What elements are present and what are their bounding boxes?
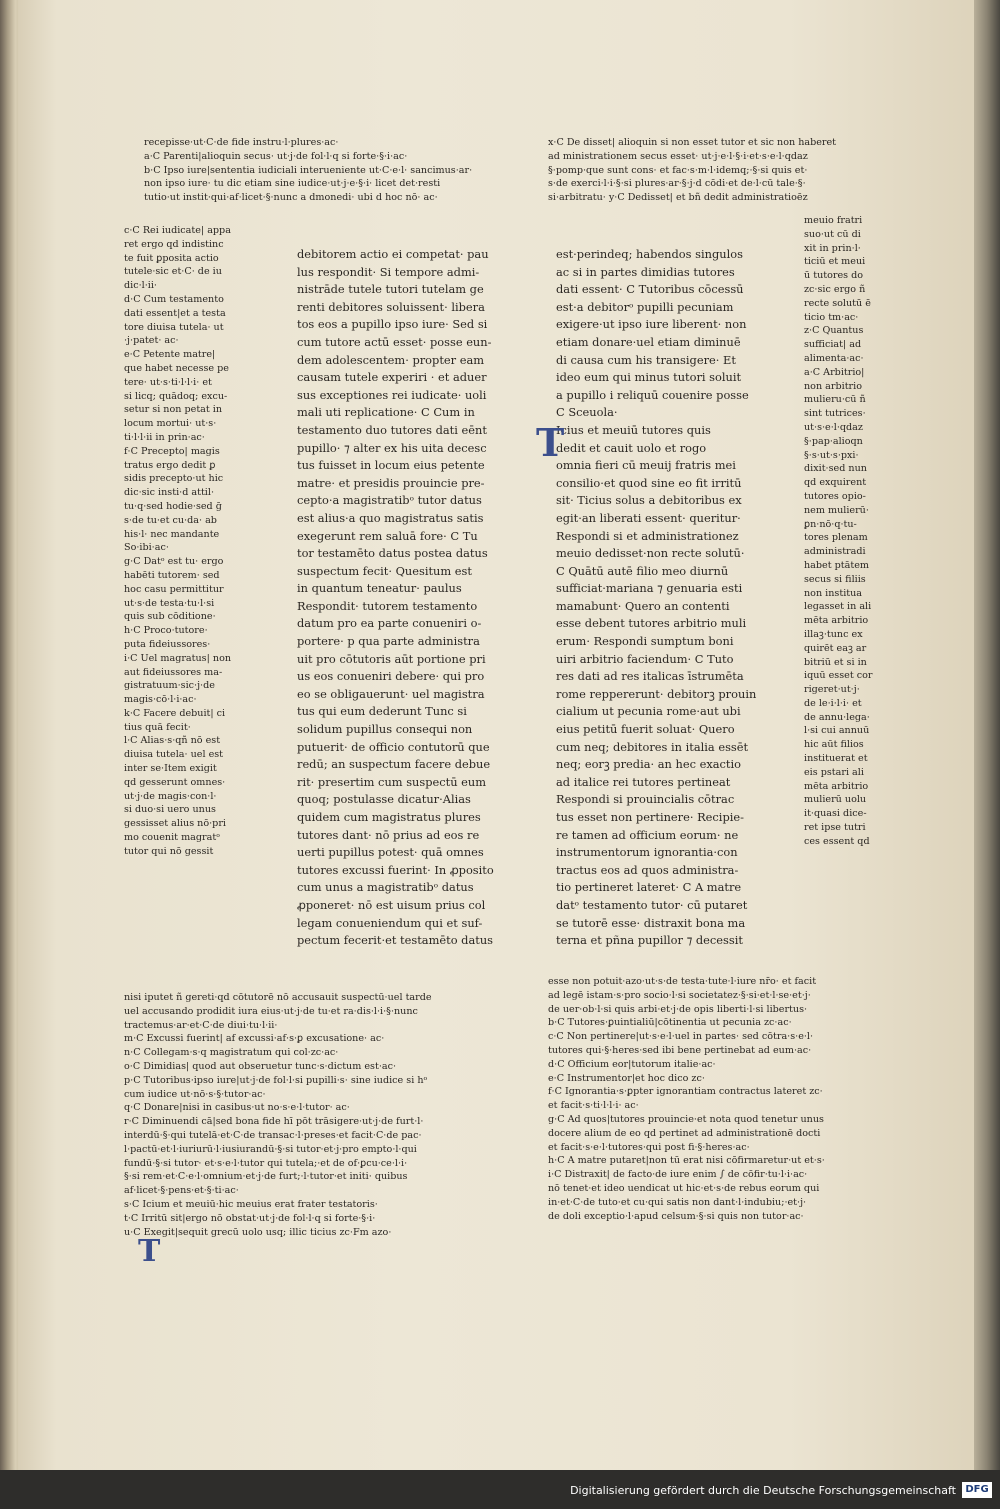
- text-line: i·C Distraxit| de facto·de iure enim ∫ de cōfir·tu·l·i·ac·: [548, 1169, 808, 1181]
- text-line: iquū esset cor: [804, 670, 873, 682]
- text-line: a·C Arbitrio|: [804, 366, 865, 378]
- text-line: Respondit· tutorem testamento: [297, 598, 478, 613]
- text-line: rome reppererunt· debitorꝫ prouin: [556, 686, 757, 701]
- text-line: quis sub cōditione·: [124, 611, 216, 623]
- text-line: §·s·ut·s·pxi·: [804, 449, 859, 461]
- text-line: eius petitū fuerit soluat· Quero: [556, 722, 735, 737]
- text-line: d·C Officium eor|tutorum italie·ac·: [548, 1058, 716, 1070]
- text-line: quirēt eaꝫ ar: [804, 642, 867, 654]
- text-line: consilio·et quod sine eo fit irritū: [556, 475, 742, 490]
- text-line: tutor qui nō gessit: [124, 845, 214, 857]
- text-line: nistrāde tutele tutori tutelam ge: [297, 282, 484, 297]
- text-line: us eos conueniri debere· qui pro: [297, 669, 485, 684]
- text-line: l·C Alias·s·qñ nō est: [124, 735, 221, 747]
- text-line: ticiū et meui: [804, 256, 866, 268]
- text-line: portere· p qua parte administra: [297, 634, 480, 649]
- text-line: non institua: [804, 587, 863, 599]
- text-line: i·C Uel magratus| non: [124, 652, 232, 664]
- text-line: sint tutrices·: [804, 408, 866, 420]
- text-line: §·pomp·que sunt cons· et fac·s·m·l·idemq;·§·si quis et·: [548, 164, 808, 176]
- text-line: mulierū uolu: [804, 794, 867, 806]
- text-line: ꝓponeret· nō est uisum prius col: [297, 897, 486, 912]
- text-line: s·C Icium et meuiū·hic meuius erat frater testatoris·: [124, 1198, 378, 1210]
- text-line: ad ministrationem secus esset· ut·j·e·l·§·i·et·s·e·l·qdaz: [548, 150, 808, 162]
- text-line: qd exquirent: [804, 477, 867, 489]
- text-line: sufficiat| ad: [804, 339, 862, 351]
- text-line: solidum pupillus consequi non: [297, 722, 473, 737]
- text-line: lus respondit· Si tempore admi-: [297, 264, 480, 279]
- dfg-logo: DFG: [962, 1482, 992, 1498]
- text-line: a pupillo i reliquū couenire posse: [556, 387, 749, 402]
- text-line: egit·an liberati essent· queritur·: [556, 510, 741, 525]
- text-line: mēta arbitrio: [804, 615, 869, 627]
- left-commentary-bottom: [124, 991, 544, 1239]
- text-line: xit in prin·l·: [804, 242, 861, 254]
- text-line: de le·i·l·i· et: [804, 697, 862, 709]
- text-line: gessisset alius nō·pri: [124, 818, 226, 830]
- text-line: non arbitrio: [804, 380, 862, 392]
- text-line: alimenta·ac·: [804, 352, 864, 364]
- text-line: ces essent qd: [804, 835, 870, 847]
- text-line: meuio dedisset·non recte solutū·: [556, 546, 745, 561]
- text-line: tractus eos ad quos administra-: [556, 862, 739, 877]
- text-line: habet ptātem: [804, 559, 869, 571]
- text-line: omnia fieri cū meuij fratris mei: [556, 458, 736, 473]
- text-line: instituerat et: [804, 753, 868, 765]
- text-line: s·de exerci·l·i·§·si plures·ar·§·j·d cōdi·et de·l·cū tale·§·: [548, 178, 806, 190]
- text-line: si·arbitratu· y·C Dedisset| et bñ dedit administratioēz: [548, 192, 808, 204]
- text-line: tos eos a pupillo ipso iure· Sed si: [297, 317, 488, 332]
- text-line: instrumentorum ignorantia·con: [556, 845, 738, 860]
- text-line: nisi iputet ñ gereti·qd cōtutorē nō accusauit suspectū·uel tarde: [124, 992, 432, 1003]
- text-line: cum tutore actū esset· posse eun-: [297, 334, 492, 349]
- text-line: de annu·lega·: [804, 711, 870, 723]
- text-line: magis·cō·l·i·ac·: [124, 694, 197, 706]
- text-line: erum· Respondi sumptum boni: [556, 634, 734, 649]
- text-line: putuerit· de officio contutorū que: [297, 739, 490, 754]
- text-line: ad italice rei tutores pertineat: [556, 774, 731, 789]
- right-commentary-top: [548, 136, 928, 205]
- text-line: ū tutores do: [804, 270, 864, 282]
- text-line: Respondi si prouincialis cōtrac: [556, 792, 735, 807]
- text-line: testamento duo tutores dati eēnt: [297, 422, 487, 437]
- text-line: renti debitores soluissent· libera: [297, 299, 485, 314]
- text-line: it·quasi dice-: [804, 808, 867, 820]
- text-line: ut·s·de testa·tu·l·si: [124, 597, 215, 609]
- text-line: his·l· nec mandante: [124, 528, 220, 540]
- text-line: ac si in partes dimidias tutores: [556, 264, 735, 279]
- text-line: mulieru·cū ñ: [804, 394, 866, 406]
- text-line: cialium ut pecunia rome·aut ubi: [556, 704, 741, 719]
- text-line: eis pstari ali: [804, 766, 864, 778]
- right-commentary-bottom: [548, 975, 948, 1223]
- text-line: dedit et cauit uolo et rogo: [556, 440, 707, 455]
- text-line: exegerunt rem saluā fore· C Tu: [297, 528, 478, 543]
- text-line: c·C Rei iudicate| appa: [124, 225, 231, 236]
- text-line: debitorem actio ei competat· pau: [297, 247, 489, 261]
- text-line: administradi: [804, 546, 866, 558]
- text-line: e·C Instrumentor|et hoc dico zc·: [548, 1072, 705, 1084]
- text-line: etiam donare·uel etiam diminuē: [556, 334, 741, 349]
- text-line: si licq; quādoq; excu-: [124, 390, 228, 402]
- text-line: g·C Datᵒ est tu· ergo: [124, 556, 224, 568]
- text-line: g·C Ad quos|tutores prouincie·et nota quod tenetur unus: [548, 1113, 824, 1125]
- text-line: C Sceuola·: [556, 405, 618, 420]
- text-line: tere· ut·s·ti·l·l·i· et: [124, 376, 212, 388]
- initial-letter-left: T: [138, 1234, 161, 1269]
- text-line: e·C Petente matre|: [124, 349, 216, 361]
- text-line: terna et pñna pupillor ⁊ decessit: [556, 933, 743, 948]
- footer-bar: [0, 1476, 1000, 1509]
- text-line: §·si rem·et·C·e·l·omnium·et·j·de furt;·l·tutor·et initi· quibus: [124, 1171, 408, 1183]
- text-line: af·licet·§·pens·et·§·ti·ac·: [124, 1185, 239, 1197]
- text-line: eo se obligauerunt· uel magistra: [297, 686, 485, 701]
- text-line: tutores excussi fuerint· In ꝓposito: [297, 862, 494, 877]
- text-line: tu·q·sed hodie·sed ḡ: [124, 500, 222, 512]
- text-line: de doli exceptio·l·apud celsum·§·si quis non tutor·ac·: [548, 1210, 804, 1222]
- text-line: et facit·s·ti·l·l·i· ac·: [548, 1100, 639, 1112]
- text-line: sidis precepto·ut hic: [124, 473, 224, 485]
- text-line: tus qui eum dederunt Tunc si: [297, 704, 467, 719]
- initial-letter-right: T: [536, 420, 565, 465]
- text-line: mo couenit magratᵒ: [124, 832, 220, 844]
- text-line: mēta arbitrio: [804, 780, 869, 792]
- text-line: res dati ad res italicas īstrumēta: [556, 669, 744, 684]
- text-line: p·C Tutoribus·ipso iure|ut·j·de fol·l·si pupilli·s· sine iudice si hᵒ: [124, 1074, 428, 1086]
- page-right-edge: [974, 0, 1000, 1470]
- text-line: ut·s·e·l·qdaz: [804, 421, 863, 433]
- text-line: u·C Exegit|sequit grecū uolo usq; illic ticius zc·Fm azo·: [124, 1226, 392, 1238]
- text-line: tores plenam: [804, 532, 868, 544]
- text-line: ideo eum qui minus tutori soluit: [556, 370, 742, 385]
- text-line: tutores dant· nō prius ad eos re: [297, 827, 480, 842]
- text-line: in quantum teneatur· paulus: [297, 581, 462, 596]
- text-line: dic·sic insti·d attil·: [124, 487, 214, 499]
- text-line: pupillo· ⁊ alter ex his uita decesc: [297, 440, 487, 455]
- text-line: n·C Collegam·s·q magistratum qui col·zc·ac·: [124, 1047, 339, 1059]
- text-line: h·C Proco·tutore·: [124, 625, 208, 637]
- text-line: s·de tu·et cu·da· ab: [124, 514, 217, 526]
- text-line: secus si filiis: [804, 573, 866, 585]
- text-line: esse non potuit·azo·ut·s·de testa·tute·l·iure nr̄o· et facit: [548, 976, 817, 987]
- text-line: aut fideiussores ma-: [124, 666, 223, 678]
- text-line: datum pro ea parte conueniri o-: [297, 616, 482, 631]
- text-line: ꝑn·nō·q·tu-: [804, 518, 857, 530]
- text-line: ad legē istam·s·pro socio·l·si societatez·§·si·et·l·se·et·j·: [548, 989, 811, 1001]
- right-main-column: [556, 246, 804, 950]
- text-line: f·C Precepto| magis: [124, 445, 220, 457]
- text-line: hic aūt filios: [804, 739, 864, 751]
- text-line: sit· Ticius solus a debitoribus ex: [556, 493, 742, 508]
- text-line: k·C Facere debuit| ci: [124, 707, 226, 719]
- text-line: te fuit ꝑposita actio: [124, 252, 219, 264]
- text-line: nō tenet·et ideo uendicat ut hic·et·s·de rebus eorum qui: [548, 1182, 820, 1194]
- text-line: fundū·§·si tutor· et·s·e·l·tutor qui tutela;·et de of·ꝑcu·ce·l·i·: [124, 1157, 408, 1169]
- text-line: datᵒ testamento tutor· cū putaret: [556, 897, 748, 912]
- text-line: se tutorē esse· distraxit bona ma: [556, 915, 746, 930]
- text-line: suspectum fecit· Quesitum est: [297, 563, 472, 578]
- text-line: interdū·§·qui tutelā·et·C·de transac·l·preses·et facit·C·de pac·: [124, 1129, 422, 1141]
- text-line: l·pactū·et·l·iuriurū·l·iusiurandū·§·si tutor·et·j·pro empto·l·qui: [124, 1143, 417, 1155]
- text-line: tor testamēto datus postea datus: [297, 546, 488, 561]
- text-line: b·C Tutores·ꝑuintialiū|cōtinentia ut pecunia zc·ac·: [548, 1017, 792, 1029]
- text-line: t·C Irritū sit|ergo nō obstat·ut·j·de fol·l·q si forte·§·i·: [124, 1212, 376, 1224]
- text-line: uerti pupillus potest· quā omnes: [297, 845, 484, 860]
- text-line: di causa cum his transigere· Et: [556, 352, 736, 367]
- text-line: tutores qui·§·heres·sed ibi bene pertinebat ad eum·ac·: [548, 1044, 812, 1056]
- text-line: d·C Cum testamento: [124, 293, 224, 305]
- text-line: dixit·sed nun: [804, 463, 867, 475]
- text-line: tutele·sic et·C· de iu: [124, 266, 222, 278]
- text-line: dati essent|et a testa: [124, 307, 226, 319]
- text-line: meuio fratri: [804, 215, 863, 226]
- text-line: esse debent tutores arbitrio muli: [556, 616, 747, 631]
- text-line: ut·j·de magis·con·l·: [124, 790, 217, 802]
- text-line: quidem cum magistratus plures: [297, 810, 481, 824]
- text-line: uiri arbitrio faciendum· C Tuto: [556, 651, 734, 666]
- text-line: cepto·a magistratibᵒ tutor datus: [297, 493, 482, 508]
- text-line: b·C Ipso iure|sententia iudiciali interueniente ut·C·e·l· sancimus·ar·: [144, 164, 473, 176]
- text-line: §·pap·alioqn: [804, 435, 863, 447]
- text-line: habēti tutorem· sed: [124, 569, 220, 581]
- text-line: redū; an suspectum facere debue: [297, 757, 491, 772]
- text-line: suo·ut cū di: [804, 228, 861, 240]
- text-line: diuisa tutela· uel est: [124, 749, 224, 761]
- text-line: tore diuisa tutela· ut: [124, 321, 224, 333]
- text-line: h·C A matre putaret|non tū erat nisi cōfirmaretur·ut et·s·: [548, 1155, 825, 1167]
- text-line: q·C Donare|nisi in casibus·ut no·s·e·l·tutor· ac·: [124, 1102, 350, 1114]
- text-line: So·ibi·ac·: [124, 542, 169, 554]
- text-line: mamabunt· Quero an contenti: [556, 598, 730, 613]
- text-line: recepisse·ut·C·de fide instru·l·plures·ac·: [144, 137, 339, 148]
- text-line: illaꝫ·tunc ex: [804, 628, 863, 640]
- text-line: c·C Non pertinere|ut·s·e·l·uel in partes· sed cōtra·s·e·l·: [548, 1031, 814, 1043]
- text-line: locum mortui· ut·s·: [124, 418, 217, 430]
- text-line: tus esset non pertinere· Recipie-: [556, 810, 744, 824]
- text-line: tius quā fecit·: [124, 721, 191, 733]
- text-line: quoq; postulasse dicatur·Alias: [297, 792, 471, 807]
- text-line: est·perindeq; habendos singulos: [556, 247, 743, 261]
- text-line: de uer·ob·l·si quis arbi·et·j·de opis liberti·l·si libertus·: [548, 1003, 808, 1015]
- text-line: Icius et meuiū tutores quis: [556, 422, 711, 437]
- text-line: uit pro cōtutoris aūt portione pri: [297, 651, 486, 666]
- text-line: si duo·si uero unus: [124, 804, 216, 816]
- text-line: qd gesserunt omnes·: [124, 776, 226, 788]
- left-commentary-top: [144, 136, 544, 205]
- manuscript-page: [18, 0, 980, 1470]
- text-line: x·C De disset| alioquin si non esset tutor et sic non haberet: [548, 137, 837, 148]
- text-line: et facit·s·e·l·tutores·qui post fi·§·heres·ac·: [548, 1141, 750, 1153]
- text-line: puta fideiussores·: [124, 638, 211, 650]
- right-margin-gloss: [804, 214, 934, 974]
- text-line: m·C Excussi fuerint| af excussi·af·s·ꝑ excusatione· ac·: [124, 1033, 385, 1045]
- left-main-column: [297, 246, 537, 950]
- text-line: r·C Diminuendi cā|sed bona fide hī pōt trāsigere·ut·j·de furt·l·: [124, 1116, 424, 1128]
- text-line: rigeret·ut·j·: [804, 684, 860, 696]
- text-line: dem adolescentem· propter eam: [297, 352, 485, 367]
- text-line: est·a debitorᵒ pupilli pecuniam: [556, 299, 734, 314]
- text-line: recte solutū ē: [804, 297, 871, 309]
- text-line: tratus ergo dedit ꝑ: [124, 459, 216, 471]
- text-line: que habet necesse pe: [124, 362, 229, 374]
- text-line: ti·l·l·ii in prin·ac·: [124, 431, 205, 443]
- text-line: est alius·a quo magistratus satis: [297, 510, 484, 525]
- text-line: ret ergo qd indistinc: [124, 238, 224, 250]
- text-line: cum unus a magistratibᵒ datus: [297, 880, 474, 895]
- text-line: gistratuum·sic·j·de: [124, 680, 215, 692]
- text-line: C Quātū autē filio meo diurnū: [556, 563, 729, 578]
- text-line: hoc casu permittitur: [124, 583, 224, 595]
- text-line: non ipso iure· tu dic etiam sine iudice·ut·j·e·§·i· licet det·resti: [144, 178, 441, 190]
- text-line: tutio·ut instit·qui·af·licet·§·nunc a dmonedi· ubi d hoc nō· ac·: [144, 192, 438, 204]
- text-line: ret ipse tutri: [804, 822, 866, 834]
- footer-credit: Digitalisierung gefördert durch die Deutsche Forschungsgemeinschaft: [570, 1484, 956, 1497]
- text-line: tio pertineret lateret· C A matre: [556, 880, 742, 895]
- text-line: z·C Quantus: [804, 325, 864, 337]
- text-line: a·C Parenti|alioquin secus· ut·j·de fol·l·q si forte·§·i·ac·: [144, 150, 408, 162]
- text-line: in·et·C·de tuto·et cu·qui satis non dant·l·indubiu;·et·j·: [548, 1196, 807, 1208]
- text-line: sufficiat·mariana ⁊ genuaria esti: [556, 581, 743, 596]
- text-line: legasset in ali: [804, 601, 872, 613]
- text-line: neq; eorꝫ predia· an hec exactio: [556, 757, 741, 772]
- text-line: dati essent· C Tutoribus cōcessū: [556, 282, 744, 297]
- text-line: o·C Dimidias| quod aut obseruetur tunc·s·dictum est·ac·: [124, 1060, 397, 1072]
- text-line: nem mulierū·: [804, 504, 869, 516]
- text-line: legam conueniendum qui et suf-: [297, 915, 483, 930]
- text-line: mali uti replicatione· C Cum in: [297, 405, 475, 420]
- text-line: sus exceptiones rei iudicate· uoli: [297, 387, 487, 402]
- text-line: docere alium de eo qd pertinet ad administrationē docti: [548, 1127, 821, 1139]
- text-line: f·C Ignorantia·s·ꝑpter ignorantiam contractus lateret zc·: [548, 1086, 823, 1098]
- text-line: exigere·ut ipso iure liberent· non: [556, 317, 747, 332]
- text-line: zc·sic ergo ñ: [804, 283, 866, 295]
- left-margin-gloss: [124, 224, 274, 994]
- text-line: pectum fecerit·et testamēto datus: [297, 933, 494, 948]
- text-line: bitriū et si in: [804, 656, 867, 668]
- text-line: tutores opio-: [804, 490, 866, 502]
- text-line: dic·l·ii·: [124, 280, 157, 292]
- text-line: setur si non petat in: [124, 404, 223, 416]
- text-line: inter se·Item exigit: [124, 763, 217, 775]
- text-line: ·j·patet· ac·: [124, 335, 179, 347]
- text-line: tus fuisset in locum eius petente: [297, 458, 485, 473]
- text-line: l·si cui annuū: [804, 725, 870, 737]
- text-line: ticio tm·ac·: [804, 311, 859, 323]
- text-line: matre· et presidis prouincie pre-: [297, 475, 485, 490]
- text-line: uel accusando prodidit iura eius·ut·j·de tu·et ra·dis·l·i·§·nunc: [124, 1005, 418, 1017]
- text-line: causam tutele experiri · et aduer: [297, 370, 487, 385]
- text-line: re tamen ad officium eorum· ne: [556, 827, 739, 842]
- text-line: cum neq; debitores in italia essēt: [556, 739, 749, 754]
- text-line: rit· presertim cum suspectū eum: [297, 774, 487, 789]
- text-line: tractemus·ar·et·C·de diui·tu·l·ii·: [124, 1019, 278, 1031]
- text-line: Respondi si et administrationez: [556, 528, 739, 543]
- text-line: cum iudice ut·nō·s·§·tutor·ac·: [124, 1088, 266, 1100]
